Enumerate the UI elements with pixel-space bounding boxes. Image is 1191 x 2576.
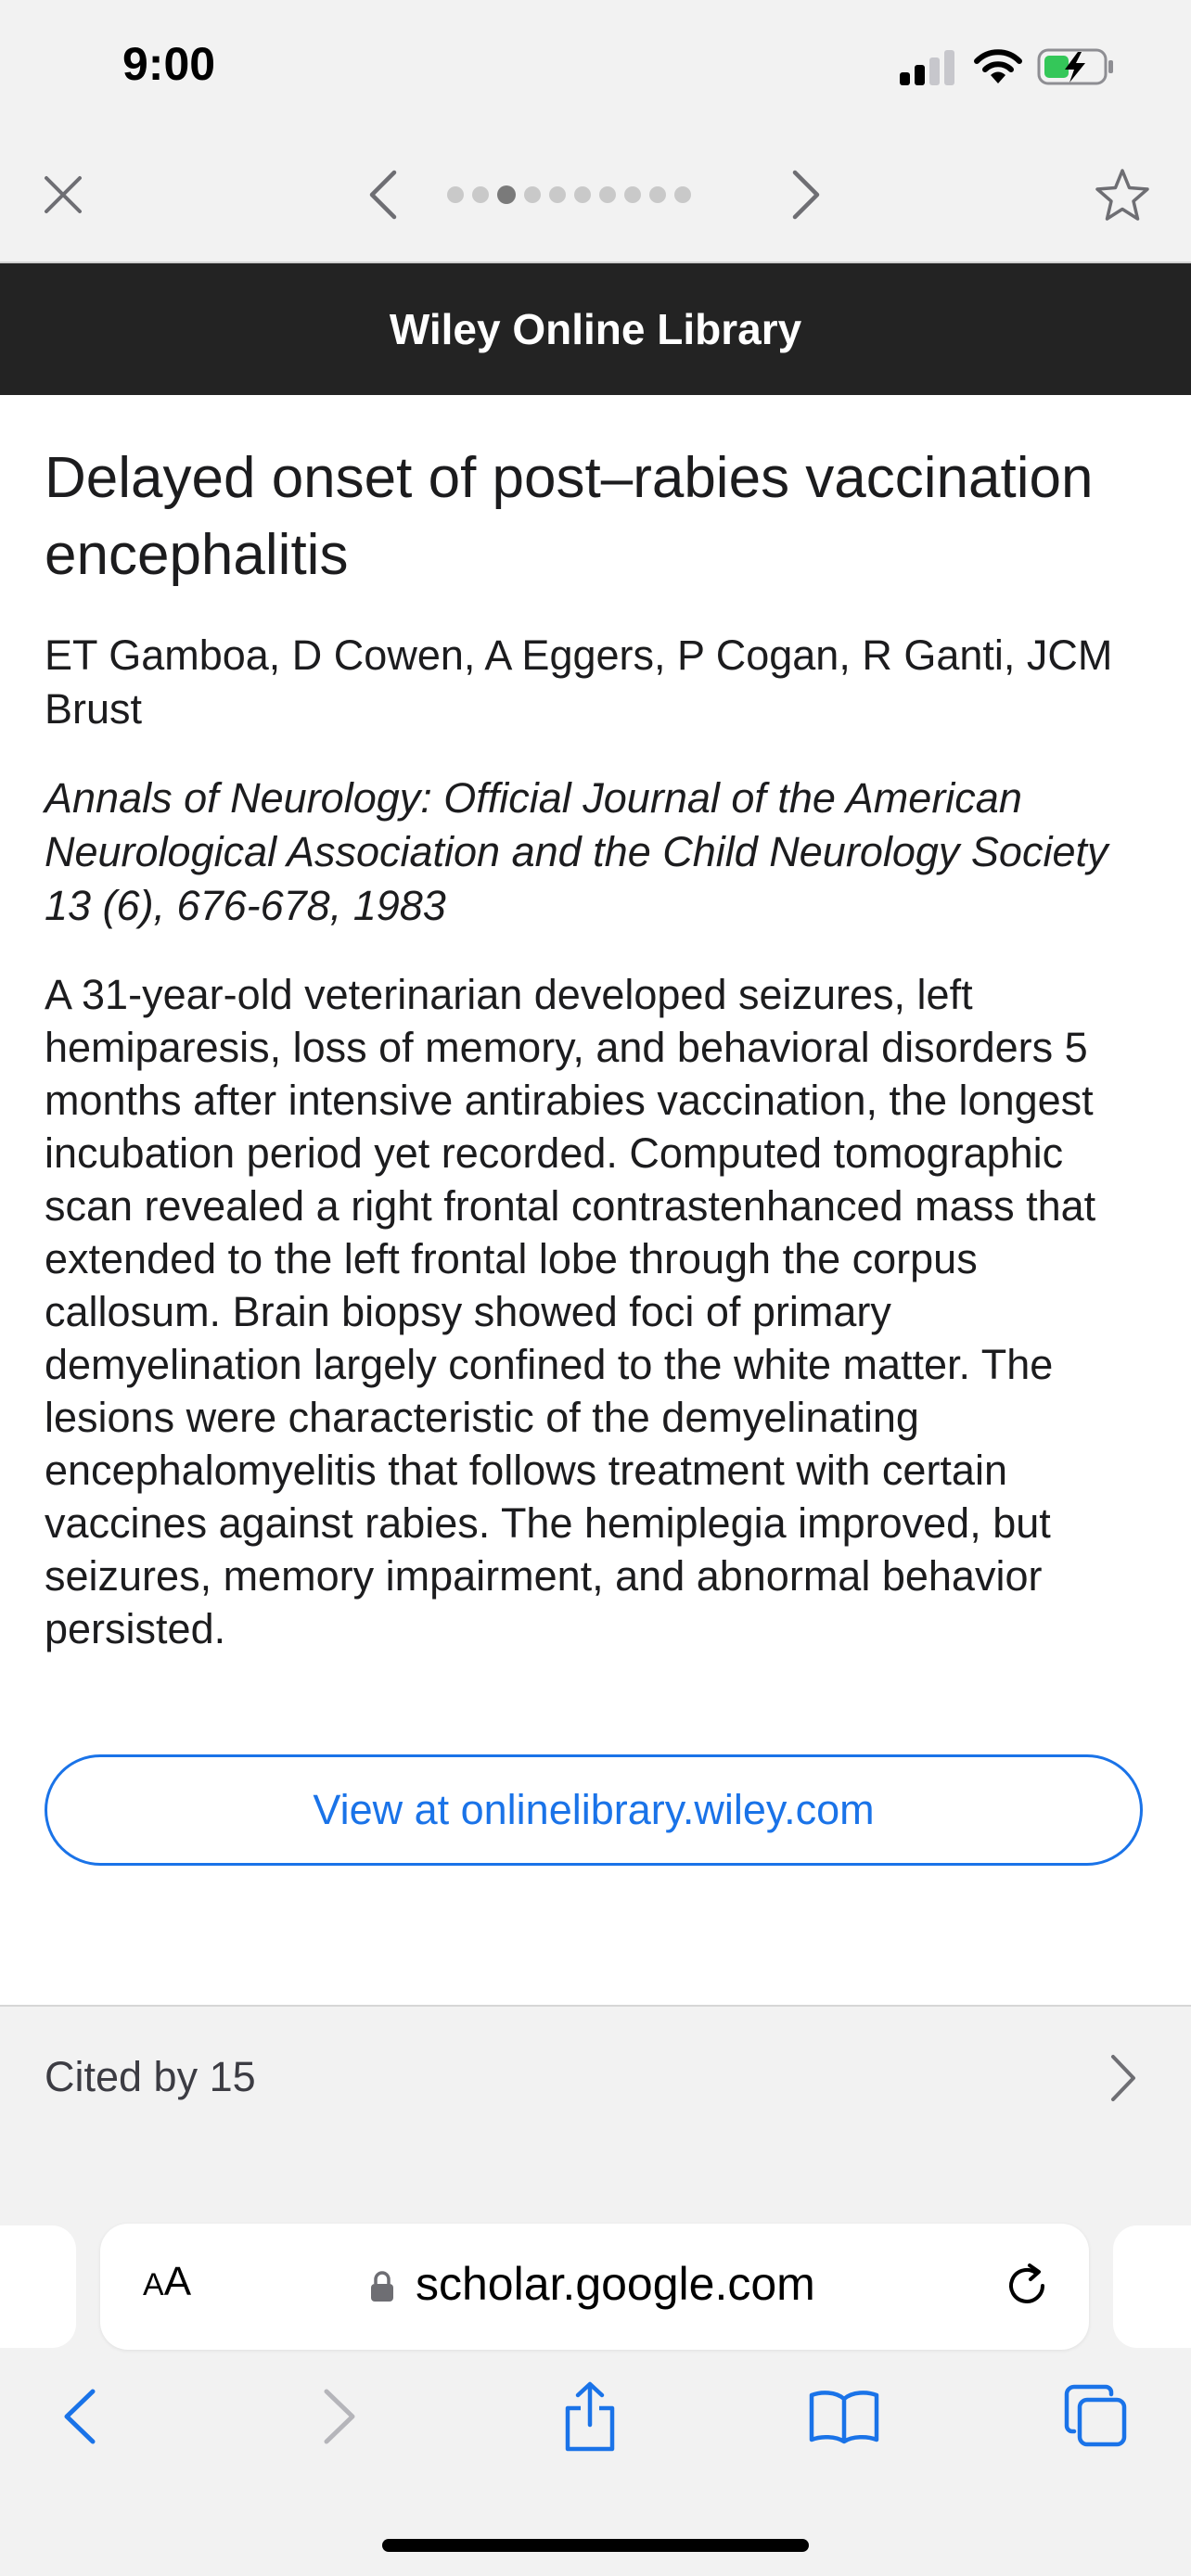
- page-dot: [447, 186, 464, 203]
- article-content: [45, 440, 1148, 1655]
- next-result-button[interactable]: [774, 130, 839, 260]
- lock-icon: [369, 2270, 395, 2303]
- page-dot: [624, 186, 641, 203]
- bookmarks-button[interactable]: [798, 2370, 890, 2463]
- address-bar[interactable]: [100, 2224, 1089, 2350]
- battery-charging-icon: [1037, 46, 1117, 87]
- article-authors: ET Gamboa, D Cowen, A Eggers, P Cogan, R Ganti, JCM Brust: [45, 631, 1113, 733]
- close-button[interactable]: [19, 130, 108, 260]
- tabs-button[interactable]: [1050, 2370, 1143, 2463]
- page-settings-button[interactable]: [143, 2259, 191, 2305]
- url-text: scholar.google.com: [416, 2258, 815, 2310]
- page-indicator: [447, 130, 691, 260]
- cited-by-label: Cited by 15: [45, 2053, 256, 2100]
- share-icon: [560, 2380, 620, 2453]
- reload-icon[interactable]: [1002, 2261, 1052, 2311]
- page-dot: [472, 186, 489, 203]
- browser-bottom-bar: [0, 2203, 1191, 2576]
- previous-result-button[interactable]: [351, 130, 416, 260]
- aa-large: A: [163, 2259, 192, 2304]
- page-dot: [549, 186, 566, 203]
- star-icon: [1094, 167, 1151, 223]
- cellular-signal-icon: [900, 48, 955, 85]
- page-dot: [599, 186, 616, 203]
- publisher-name: Wiley Online Library: [389, 305, 802, 353]
- page-dot: [524, 186, 541, 203]
- share-button[interactable]: [544, 2370, 636, 2463]
- page-toolbar: [0, 130, 1191, 263]
- page-dot: [649, 186, 666, 203]
- aa-small: A: [143, 2267, 164, 2302]
- article-abstract: A 31-year-old veterinarian developed seizures, left hemiparesis, loss of memory, and behavioral disorders 5 months after intensive antirabies vaccination, the longest incubation period yet recorded. Computed tomographic scan revealed a right frontal contrastenhanced mass that extended to the left frontal lobe through the corpus callosum. Brain biopsy showed foci of primary demyelination largely confined to the white matter. The lesions were characteristic of the demyelinating encephalomyelitis that follows treatment with certain vaccines against rabies. The hemiplegia improved, but seizures, memory impairment, and abnormal behavior persisted.: [45, 971, 1096, 1652]
- book-icon: [808, 2388, 880, 2445]
- next-tab-card[interactable]: [1113, 2225, 1191, 2348]
- forward-chevron-icon: [321, 2388, 358, 2445]
- page-dot: [674, 186, 691, 203]
- chevron-left-icon: [368, 169, 398, 221]
- status-time: 9:00: [122, 38, 216, 90]
- status-bar: [0, 0, 1191, 130]
- page-dot-active: [497, 185, 516, 204]
- close-icon: [43, 174, 83, 215]
- publisher-banner: [0, 263, 1191, 395]
- tabs-icon: [1063, 2383, 1130, 2450]
- article-title: Delayed onset of post–rabies vaccination encephalitis: [45, 446, 1094, 587]
- next-row-peek: [0, 2153, 1191, 2205]
- article-journal: Annals of Neurology: Official Journal of the American Neurological Association and the Child Neurology Society 13 (6), 676-678, 1983: [45, 774, 1108, 929]
- home-indicator: [382, 2539, 809, 2552]
- forward-button[interactable]: [293, 2370, 386, 2463]
- chevron-right-icon: [1109, 2053, 1137, 2103]
- page-dot: [574, 186, 591, 203]
- cited-by-row[interactable]: [0, 2005, 1191, 2155]
- back-chevron-icon: [61, 2388, 98, 2445]
- chevron-right-icon: [791, 169, 821, 221]
- view-at-publisher-button[interactable]: View at onlinelibrary.wiley.com: [45, 1754, 1143, 1866]
- wifi-icon: [972, 48, 1024, 85]
- back-button[interactable]: [33, 2370, 126, 2463]
- previous-tab-card[interactable]: [0, 2225, 76, 2348]
- save-star-button[interactable]: [1076, 130, 1169, 260]
